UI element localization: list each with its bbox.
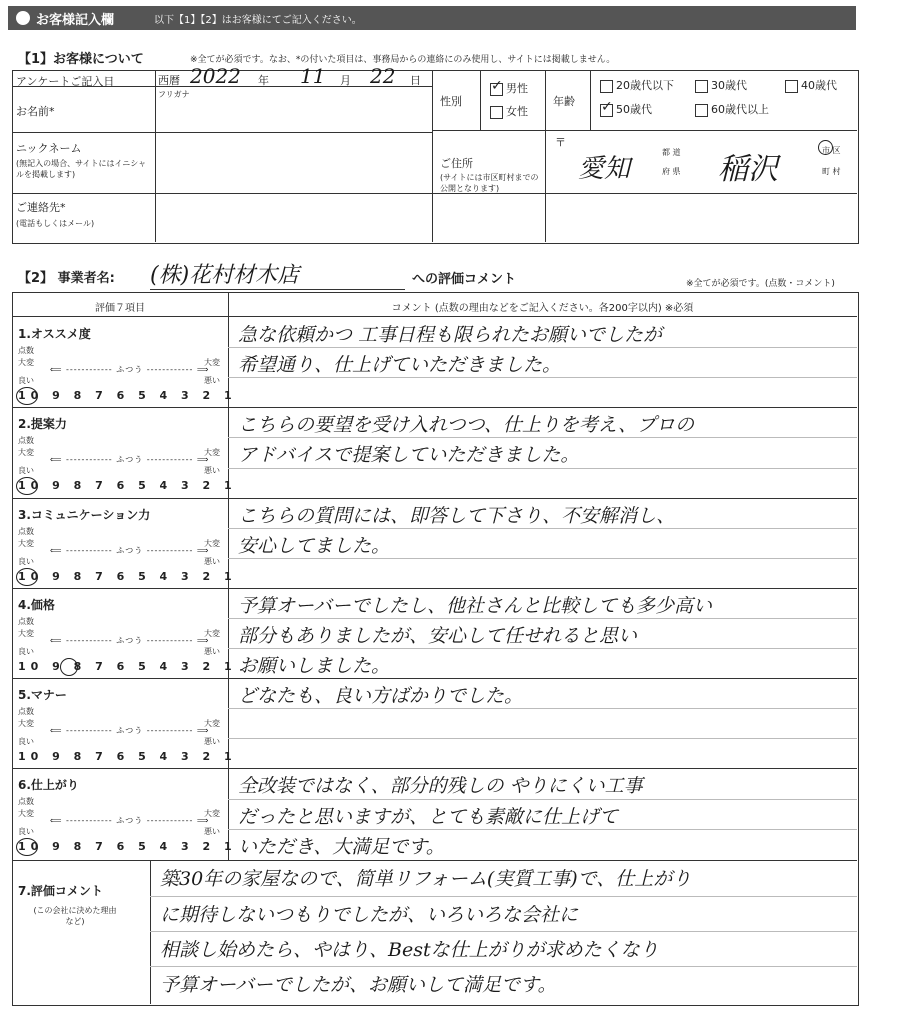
- item-title-6: 6.仕上がり: [18, 778, 79, 792]
- age-checkbox-30[interactable]: [695, 80, 708, 93]
- banner-note: 以下【1】【2】はお客様にてご記入ください。: [154, 14, 362, 26]
- eval-line-3[interactable]: 相談し始めたら、やはり、Bestな仕上がりが求めたくなり: [160, 939, 659, 961]
- good-label-top: 大変: [18, 809, 34, 818]
- age-text-30: 30歳代: [711, 79, 747, 92]
- furigana-label: フリガナ: [158, 90, 190, 99]
- circle-icon: [16, 11, 30, 25]
- age-checkbox-50[interactable]: [600, 104, 613, 117]
- score-selected-circle-1: [16, 387, 38, 405]
- prefecture-value[interactable]: 愛知: [578, 154, 631, 184]
- good-label-bottom: 良い: [18, 827, 34, 836]
- city-value[interactable]: 稲沢: [718, 152, 778, 187]
- score-label: 点数: [18, 707, 34, 716]
- male-checkbox[interactable]: [490, 83, 503, 96]
- item-title-2: 2.提案力: [18, 417, 67, 431]
- good-label-top: 大変: [18, 539, 34, 548]
- company-name[interactable]: (株)花村材木店: [150, 258, 405, 290]
- bad-label-bottom: 悪い: [204, 466, 220, 475]
- banner-title: お客様記入欄: [36, 12, 115, 28]
- item-6-comment-line-1[interactable]: 全改装ではなく、部分的残しの やりにくい工事: [238, 775, 643, 797]
- age-text-60: 60歳代以上: [711, 103, 769, 116]
- age-option-40[interactable]: [785, 77, 837, 93]
- score-scale-5[interactable]: 10 9 8 7 6 5 4 3 2 1: [18, 750, 237, 763]
- comment-header: コメント (点数の理由などをご記入ください。各200字以内) ※必須: [391, 303, 694, 314]
- section2-tail: への評価コメント: [412, 272, 517, 287]
- scale-mid-label: ふつう: [116, 546, 144, 555]
- scale-mid-label: ふつう: [116, 365, 144, 374]
- section1-title: 【1】お客様について: [18, 52, 144, 67]
- survey-date-label: アンケートご記入日: [16, 75, 115, 88]
- item-6-comment-line-2[interactable]: だったと思いますが、とても素敵に仕上げて: [238, 806, 619, 828]
- item-6-comment-line-3[interactable]: いただき、大満足です。: [238, 836, 445, 858]
- eval-comment-title: 7.評価コメント: [18, 884, 103, 898]
- postal-mark: 〒: [555, 136, 566, 149]
- score-scale-3[interactable]: 10 9 8 7 6 5 4 3 2 1: [18, 570, 237, 583]
- score-selected-circle-3: [16, 568, 38, 586]
- good-label-top: 大変: [18, 629, 34, 638]
- eval-line-4[interactable]: 予算オーバーでしたが、お願いして満足です。: [160, 974, 557, 996]
- item-title-5: 5.マナー: [18, 688, 67, 702]
- eval-comment-note: (この会社に決めた理由など): [33, 906, 117, 926]
- bad-label-top: 大変: [204, 719, 220, 728]
- female-checkbox[interactable]: [490, 106, 503, 119]
- contact-note: (電話もしくはメール): [16, 219, 95, 228]
- item-title-4: 4.価格: [18, 598, 55, 612]
- gender-label: 性別: [440, 95, 462, 108]
- age-option-30[interactable]: [695, 77, 747, 93]
- scale-mid-label: ふつう: [116, 726, 144, 735]
- customer-section-banner: [8, 6, 856, 30]
- score-scale-6[interactable]: 10 9 8 7 6 5 4 3 2 1: [18, 840, 237, 853]
- female-text: 女性: [506, 105, 528, 118]
- bad-label-top: 大変: [204, 539, 220, 548]
- score-label: 点数: [18, 617, 34, 626]
- scale-mid-label: ふつう: [116, 636, 144, 645]
- survey-year[interactable]: 2022: [190, 64, 241, 88]
- item-3-comment-line-1[interactable]: こちらの質問には、即答して下さり、不安解消し、: [238, 505, 676, 527]
- scale-mid-label: ふつう: [116, 816, 144, 825]
- scale-arrow: ⟸ ------------ ふつう ------------ ⟹: [50, 726, 210, 735]
- address-label: ご住所: [440, 157, 473, 170]
- score-selected-circle-4: [60, 658, 78, 676]
- items-header: 評価７項目: [95, 303, 145, 314]
- age-text-20: 20歳代以下: [616, 79, 674, 92]
- good-label-top: 大変: [18, 448, 34, 457]
- item-4-comment-line-1[interactable]: 予算オーバーでしたし、他社さんと比較しても多少高い: [238, 595, 713, 617]
- item-2-comment-line-2[interactable]: アドバイスで提案していただきました。: [238, 444, 580, 466]
- bad-label-bottom: 悪い: [204, 827, 220, 836]
- item-title-1: 1.オススメ度: [18, 327, 91, 341]
- city-suffix-top: 市 区: [822, 146, 841, 155]
- section2-note: ※全てが必須です。(点数・コメント): [686, 279, 835, 289]
- nickname-label: ニックネーム: [16, 142, 82, 155]
- score-scale-1[interactable]: 10 9 8 7 6 5 4 3 2 1: [18, 389, 237, 402]
- section2-title: 【2】 事業者名:: [18, 271, 115, 286]
- score-label: 点数: [18, 797, 34, 806]
- bad-label-top: 大変: [204, 358, 220, 367]
- scale-arrow: ⟸ ------------ ふつう ------------ ⟹: [50, 365, 210, 374]
- city-suffix-bottom: 町 村: [822, 167, 841, 176]
- item-4-comment-line-3[interactable]: お願いしました。: [238, 655, 391, 677]
- good-label-top: 大変: [18, 358, 34, 367]
- bad-label-bottom: 悪い: [204, 737, 220, 746]
- age-option-60[interactable]: [695, 101, 769, 117]
- pref-suffix-top: 都 道: [662, 148, 681, 157]
- good-label-top: 大変: [18, 719, 34, 728]
- item-4-comment-line-2[interactable]: 部分もありましたが、安心して任せれると思い: [238, 625, 638, 647]
- score-label: 点数: [18, 436, 34, 445]
- male-text: 男性: [506, 82, 528, 95]
- scale-arrow: ⟸ ------------ ふつう ------------ ⟹: [50, 816, 210, 825]
- city-selected-circle: [818, 140, 833, 155]
- female-option[interactable]: [490, 103, 528, 119]
- day-unit: 日: [410, 74, 421, 87]
- bad-label-top: 大変: [204, 629, 220, 638]
- good-label-bottom: 良い: [18, 737, 34, 746]
- era-label: 西暦: [158, 74, 180, 87]
- score-label: 点数: [18, 527, 34, 536]
- eval-line-1[interactable]: 築30年の家屋なので、简単リフォーム(実質工事)で、仕上がり: [160, 868, 692, 890]
- month-unit: 月: [340, 74, 351, 87]
- item-2-comment-line-1[interactable]: こちらの要望を受け入れつつ、仕上りを考え、プロの: [238, 414, 695, 436]
- item-1-comment-line-2[interactable]: 希望通り、仕上げていただきました。: [238, 354, 562, 376]
- bad-label-bottom: 悪い: [204, 647, 220, 656]
- item-3-comment-line-2[interactable]: 安心してました。: [238, 535, 391, 557]
- bad-label-bottom: 悪い: [204, 376, 220, 385]
- item-title-3: 3.コミュニケーション力: [18, 508, 151, 522]
- male-option[interactable]: [490, 80, 528, 96]
- good-label-bottom: 良い: [18, 557, 34, 566]
- age-text-50: 50歳代: [616, 103, 652, 116]
- age-checkbox-40[interactable]: [785, 80, 798, 93]
- age-label: 年齢: [553, 95, 575, 108]
- scale-arrow: ⟸ ------------ ふつう ------------ ⟹: [50, 546, 210, 555]
- age-checkbox-60[interactable]: [695, 104, 708, 117]
- age-text-40: 40歳代: [801, 79, 837, 92]
- pref-suffix-bottom: 府 県: [662, 167, 681, 176]
- scale-arrow: ⟸ ------------ ふつう ------------ ⟹: [50, 455, 210, 464]
- age-option-20[interactable]: [600, 77, 674, 93]
- good-label-bottom: 良い: [18, 647, 34, 656]
- survey-month[interactable]: 11: [300, 64, 326, 88]
- age-option-50[interactable]: [600, 101, 652, 117]
- item-1-comment-line-1[interactable]: 急な依頼かつ 工事日程も限られたお願いでしたが: [238, 324, 663, 346]
- section1-note: ※全てが必須です。なお、*の付いた項目は、事務局からの連絡にのみ使用し、サイトには掲載しません。: [190, 55, 616, 65]
- item-5-comment-line-1[interactable]: どなたも、良い方ばかりでした。: [238, 685, 524, 707]
- good-label-bottom: 良い: [18, 466, 34, 475]
- good-label-bottom: 良い: [18, 376, 34, 385]
- bad-label-top: 大変: [204, 809, 220, 818]
- survey-day[interactable]: 22: [370, 64, 396, 88]
- nickname-note: (無記入の場合、サイトにはイニシャルを掲載します): [16, 159, 147, 179]
- bad-label-bottom: 悪い: [204, 557, 220, 566]
- score-selected-circle-2: [16, 477, 38, 495]
- scale-mid-label: ふつう: [116, 455, 144, 464]
- score-label: 点数: [18, 346, 34, 355]
- year-unit: 年: [258, 74, 269, 87]
- score-selected-circle-6: [16, 838, 38, 856]
- bad-label-top: 大変: [204, 448, 220, 457]
- score-scale-4[interactable]: 10 9 8 7 6 5 4 3 2 1: [18, 660, 237, 673]
- eval-line-2[interactable]: に期待しないつもりでしたが、いろいろな会社に: [160, 904, 579, 926]
- contact-label: ご連絡先*: [16, 201, 66, 214]
- address-note: (サイトには市区町村までの公開となります): [440, 173, 539, 193]
- name-label: お名前*: [16, 105, 55, 118]
- scale-arrow: ⟸ ------------ ふつう ------------ ⟹: [50, 636, 210, 645]
- age-checkbox-20[interactable]: [600, 80, 613, 93]
- score-scale-2[interactable]: 10 9 8 7 6 5 4 3 2 1: [18, 479, 237, 492]
